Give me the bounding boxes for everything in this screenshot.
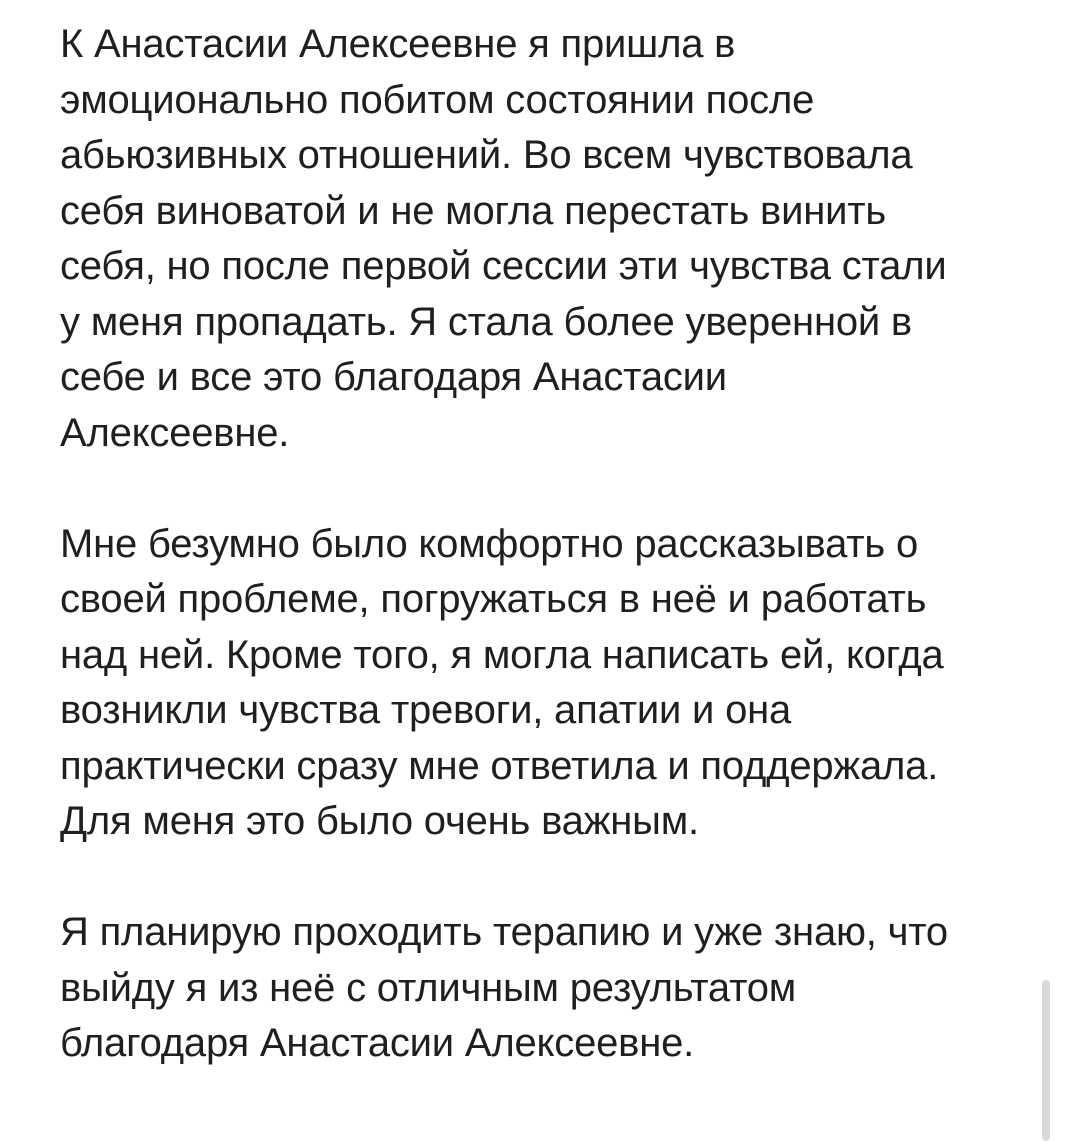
text-line: Для меня это было очень важным. <box>60 799 699 843</box>
text-line: себя, но после первой сессии эти чувства стали <box>60 244 947 288</box>
text-line: К Анастасии Алексеевне я пришла в <box>60 22 736 66</box>
text-line: выйду я из неё с отличным результатом <box>60 965 797 1010</box>
text-line: возникли чувства тревоги, апатии и она <box>60 688 792 732</box>
text-line: своей проблеме, погружаться в неё и работать <box>60 577 927 621</box>
review-text <box>60 17 1040 1072</box>
paragraph-spacer <box>60 850 1040 906</box>
text-line: у меня пропадать. Я стала более уверенной в <box>60 299 912 344</box>
text-line: практически сразу мне ответила и поддержала. <box>60 743 939 788</box>
text-line: Мне безумно было комфортно рассказывать о <box>60 521 919 566</box>
text-line: абьюзивных отношений. Во всем чувствовала <box>60 133 913 177</box>
paragraph-1 <box>60 17 1040 461</box>
paragraph-2 <box>60 517 1040 850</box>
text-line: над ней. Кроме того, я могла написать ей, когда <box>60 632 944 677</box>
paragraph-3 <box>60 905 1040 1072</box>
paragraph-spacer <box>60 461 1040 517</box>
scrollbar-thumb[interactable] <box>1042 980 1050 1141</box>
text-line: Я планирую проходить терапию и уже знаю, что <box>60 910 948 954</box>
text-line: себе и все это благодаря Анастасии <box>60 355 727 399</box>
text-line: благодаря Анастасии Алексеевне. <box>60 1021 695 1065</box>
scrollbar[interactable] <box>1042 980 1050 1141</box>
text-line: себя виноватой и не могла перестать винить <box>60 188 887 233</box>
text-line: Алексеевне. <box>60 410 290 455</box>
text-line: эмоционально побитом состоянии после <box>60 77 815 122</box>
